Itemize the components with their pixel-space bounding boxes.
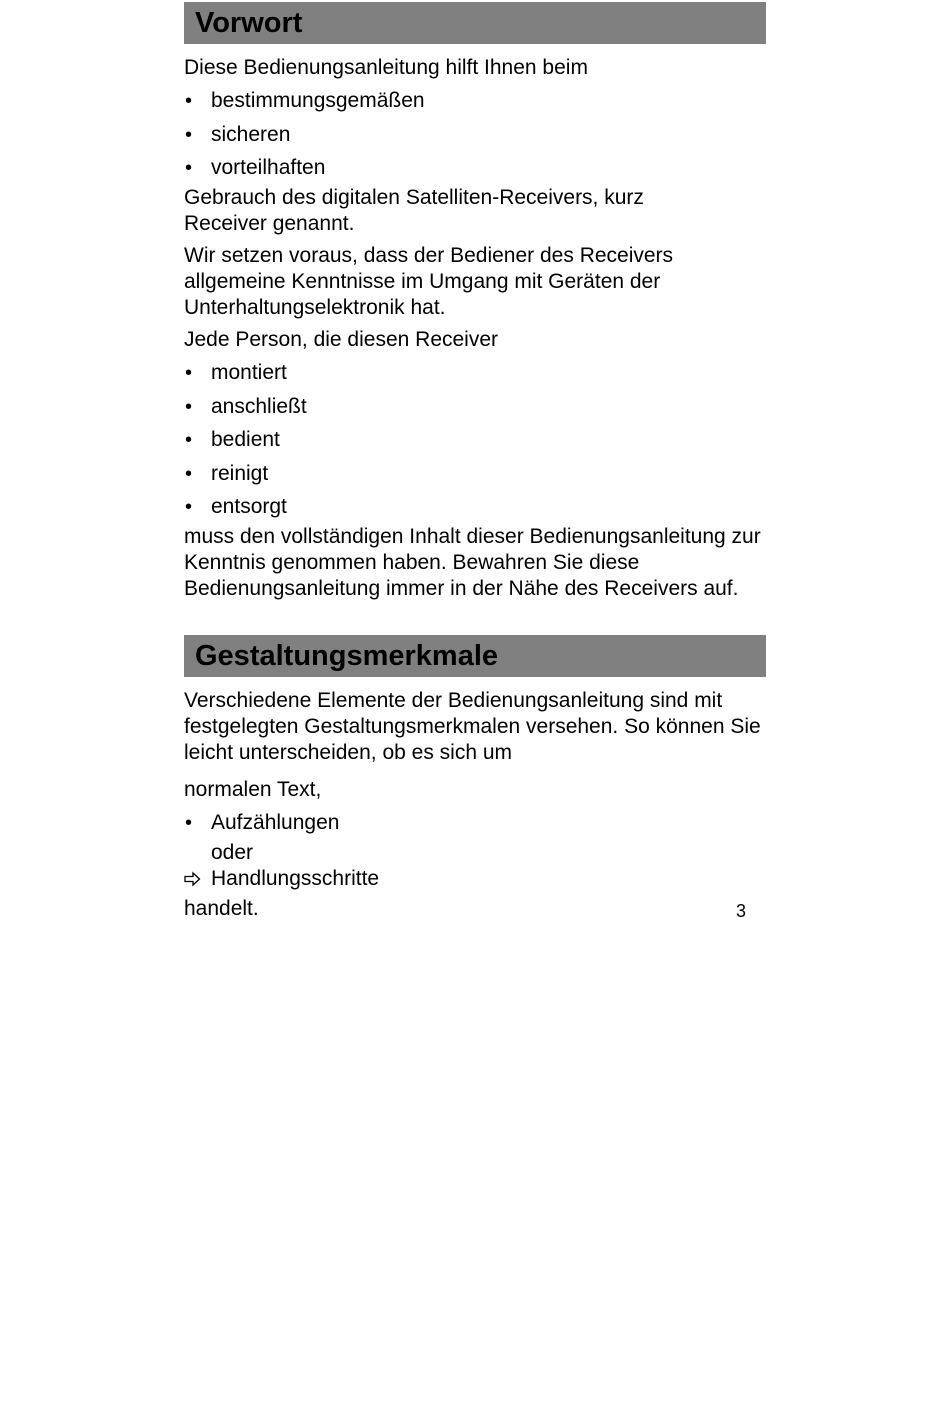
list-item-label: Aufzählungen [211,811,340,834]
list-item-label: anschließt [211,394,307,418]
paragraph: Jede Person, die diesen Receiver [184,328,499,351]
list-item [184,461,766,487]
example-list [184,810,766,836]
list-item-label: reinigt [211,461,269,485]
page-number: 3 [735,901,746,921]
paragraph: Gebrauch des digitalen Satelliten-Receivers, kurz Receiver genannt. [184,186,644,235]
list-item [184,494,766,520]
action-list [184,360,766,520]
list-item [184,360,766,386]
list-item-label: montiert [211,361,287,384]
list-item-label: sicheren [211,122,291,146]
bullet-icon: • [185,362,193,384]
bullet-icon: • [185,395,193,418]
bullet-icon: • [185,812,193,834]
bullet-icon: • [185,90,193,112]
action-step-item [184,866,766,892]
section-heading-gestaltungsmerkmale: Gestaltungsmerkmale [184,635,766,677]
action-step-label: Handlungsschritte [211,867,380,890]
list-item [184,810,766,836]
bullet-icon: • [185,123,193,146]
section-heading-vorwort: Vorwort [184,2,766,44]
list-item-label: entsorgt [211,495,287,518]
bullet-icon: • [185,462,193,485]
paragraph: Wir setzen voraus, dass der Bediener des Receivers allgemeine Kenntnisse im Umgang mit Geräten der Unterhaltungselektronik hat. [184,244,674,319]
list-item [184,88,766,114]
bullet-icon: • [185,496,193,518]
closing-text: handelt. [184,897,259,920]
paragraph: Verschiedene Elemente der Bedienungsanleitung sind mit festgelegten Gestaltungsmerkmalen versehen. So können Sie leicht unterscheiden, ob es sich um [184,689,761,764]
list-item [184,427,766,453]
bullet-icon: • [185,157,193,179]
closing-row [184,896,766,922]
manual-page [184,2,766,922]
list-item [184,155,766,181]
list-item-label: bestimmungsgemäßen [211,89,425,112]
oder-text: oder [211,841,254,864]
usage-list [184,88,766,181]
list-item-label: vorteilhaften [211,156,326,179]
bullet-icon: • [185,429,193,451]
list-item [184,394,766,420]
list-item-label: bedient [211,428,280,451]
list-item [184,122,766,148]
paragraph: muss den vollständigen Inhalt dieser Bedienungsanleitung zur Kenntnis genommen haben. Bewahren Sie diese Bedienungsanleitung immer in der Nähe des Receivers auf. [184,525,761,600]
intro-text: Diese Bedienungsanleitung hilft Ihnen beim [184,56,588,79]
normal-text-example: normalen Text, [184,778,322,801]
outline-right-arrow-icon [184,871,201,887]
